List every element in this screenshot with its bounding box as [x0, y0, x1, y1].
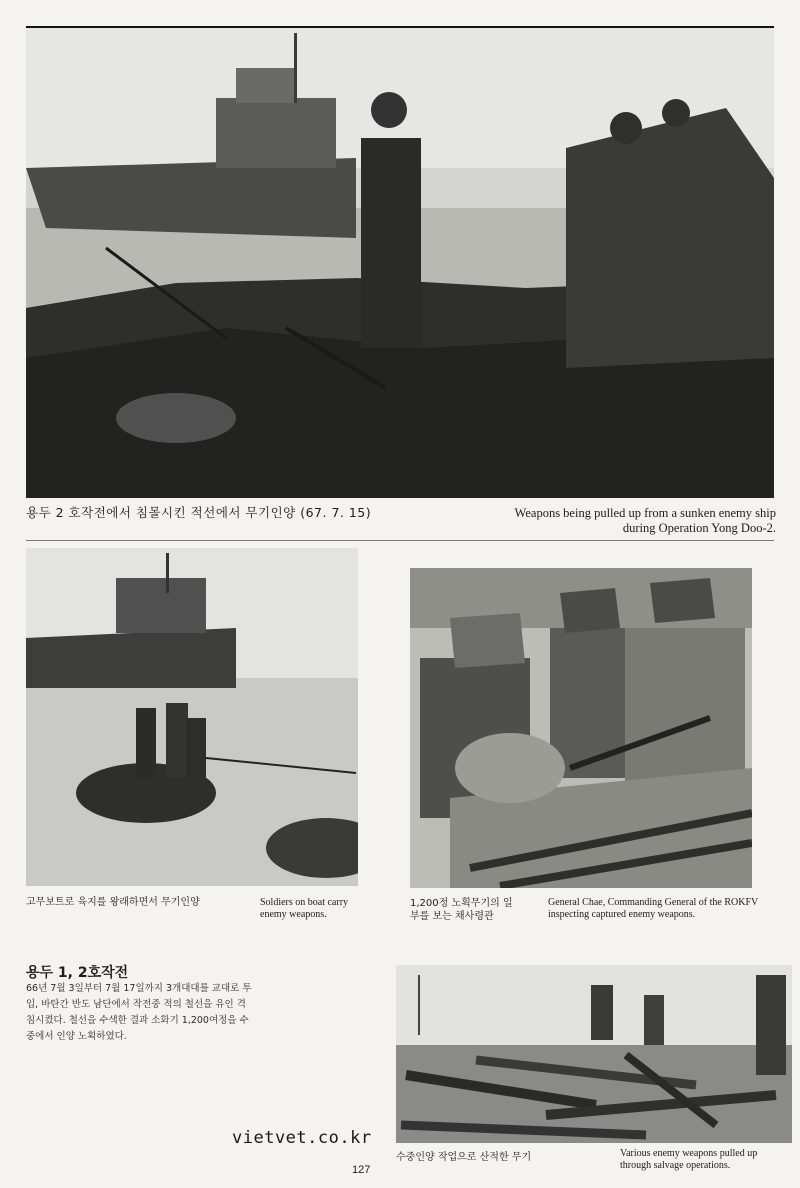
mid-right-caption-korean: 1,200정 노획무기의 일부를 보는 채사령관 — [410, 898, 513, 922]
photo-rubber-boat — [26, 548, 358, 886]
bottom-caption-korean: 수중인양 작업으로 산적한 무기 — [396, 1152, 532, 1163]
mid-left-caption-english: Soldiers on boat carry enemy weapons. — [260, 897, 349, 920]
section-heading: 용두 1, 2호작전 — [26, 965, 129, 981]
divider — [26, 540, 774, 541]
bottom-caption-english: Various enemy weapons pulled up through salvage operations. — [620, 1148, 758, 1171]
mid-left-caption-korean: 고무보트로 육지를 왕래하면서 무기인양 — [26, 897, 200, 908]
section-body: 66년 7월 3일부터 7월 17일까지 3개대대를 교대로 투입, 바탄간 반도 남단에서 작전중 적의 철선을 유인 격침시켰다. 철선을 수색한 결과 소화기 1,200여정을 수중에서 인양 노획하였다. — [26, 983, 252, 1042]
mid-right-caption-english: General Chae, Commanding General of the ROKFV inspecting captured enemy weapons. — [548, 897, 759, 920]
photo-salvaged-weapons-pile — [396, 965, 792, 1143]
top-photo-caption-english: Weapons being pulled up from a sunken enemy ship during Operation Yong Doo-2. — [514, 506, 776, 535]
watermark-site: vietvet.co.kr — [232, 1128, 372, 1148]
page-number: 127 — [352, 1164, 371, 1176]
photo-general-inspecting-weapons — [410, 568, 752, 888]
top-photo-caption-korean: 용두 2 호작전에서 침몰시킨 적선에서 무기인양 (67. 7. 15) — [26, 505, 372, 520]
photo-sunken-ship-salvage — [26, 28, 774, 498]
